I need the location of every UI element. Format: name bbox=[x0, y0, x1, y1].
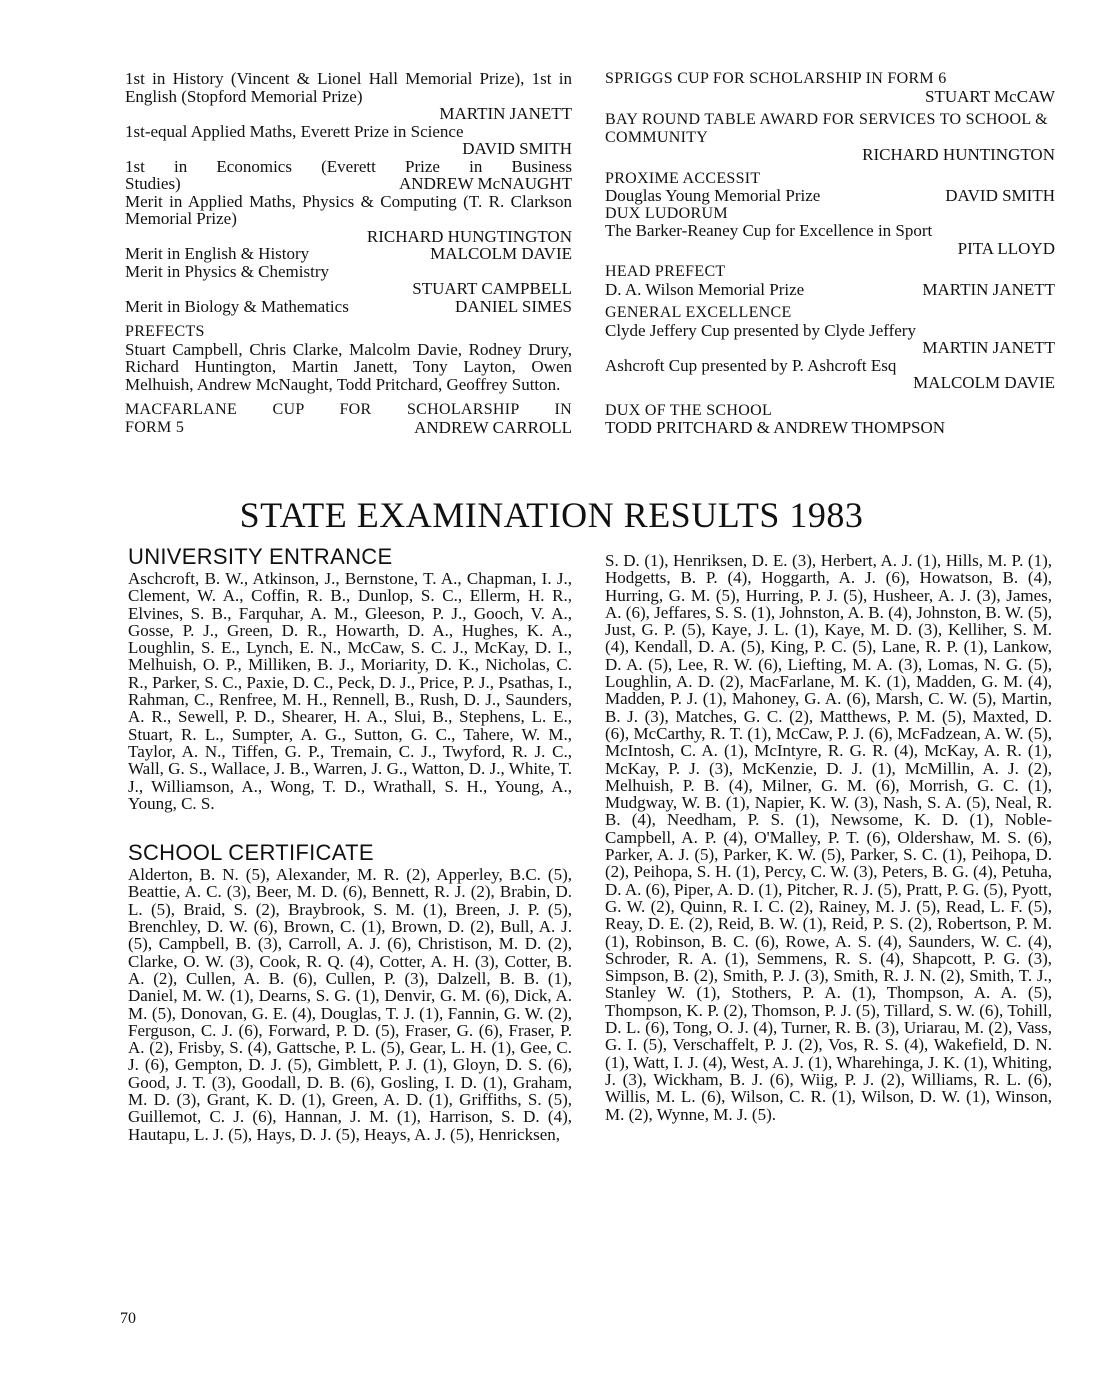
award-text: Merit in Physics & Chemistry bbox=[125, 261, 329, 281]
award-winner: MALCOLM DAVIE bbox=[913, 373, 1055, 392]
award-winner: ANDREW McNAUGHT bbox=[399, 174, 572, 193]
right-awards bbox=[605, 70, 1055, 437]
award-text: Studies) bbox=[125, 174, 181, 193]
left-awards bbox=[125, 70, 572, 436]
award-winner: DANIEL SIMES bbox=[455, 296, 572, 316]
award-row bbox=[125, 175, 572, 193]
award-winner: RICHARD HUNTINGTON bbox=[862, 145, 1055, 164]
award-text: D. A. Wilson Memorial Prize bbox=[605, 279, 805, 299]
award-winner: PITA LLOYD bbox=[957, 238, 1055, 258]
prefects-heading: PREFECTS bbox=[125, 323, 205, 340]
bay-heading: BAY ROUND TABLE AWARD FOR SERVICES TO SCHOOL & COMMUNITY bbox=[605, 111, 1048, 146]
award-winner: RICHARD HUNGTINGTON bbox=[366, 226, 572, 246]
award-text: The Barker-Reaney Cup for Excellence in Sport bbox=[605, 221, 933, 240]
award-row bbox=[605, 187, 1055, 205]
award-winner: DAVID SMITH bbox=[462, 139, 572, 158]
award-winner: STUART McCAW bbox=[925, 86, 1055, 106]
page-title: STATE EXAMINATION RESULTS 1983 bbox=[239, 495, 864, 535]
award-row bbox=[125, 298, 572, 316]
school-certificate-heading: SCHOOL CERTIFICATE bbox=[128, 840, 374, 866]
award-text: Clyde Jeffery Cup presented by Clyde Jeffery bbox=[605, 320, 916, 340]
macfarlane-heading: MACFARLANE CUP FOR SCHOLARSHIP IN bbox=[125, 401, 572, 418]
award-text: 1st in History (Vincent & Lionel Hall Memorial Prize), 1st in English (Stopford Memorial Prize) bbox=[125, 69, 572, 106]
school-certificate-list-continued: S. D. (1), Henriksen, D. E. (3), Herbert, A. J. (1), Hills, M. P. (1), Hodgetts, B. P. (4), Hoggarth, A. J. (6), Howatson, B. (4), Hurring, G. M. (5), Hurring, P. J. (5), Husheer, A. J. (3), James, A. (6), Jeffares, S. S. (1), Johnston, A. B. (4), Johnston, B. W. (5), Just, G. P. (5), Kaye, J. L. (1), Kaye, M. D. (3), Kelliher, S. M. (4), Kendall, D. A. (5), King, P. C. (5), Lane, R. P. (1), Lankow, D. A. (5), Lee, R. W. (6), Liefting, M. A. (3), Lomas, N. G. (5), Loughlin, A. D. (2), MacFarlane, M. K. (1), Madden, G. M. (4), Madden, P. J. (1), Mahoney, G. A. (6), Marsh, C. W. (5), Martin, B. J. (3), Matches, G. C. (2), Matthews, P. M. (5), Maxted, D. (6), McCarthy, R. T. (1), McCaw, P. J. (6), McFadzean, A. W. (5), McIntosh, C. A. (1), McIntyre, R. G. R. (4), McKay, A. R. (1), McKay, P. J. (3), McKenzie, D. J. (1), McMillin, A. J. (2), Melhuish, P. B. (4), Milner, G. M. (6), Morrish, G. C. (1), Mudgway, W. B. (1), Napier, K. W. (3), Nash, S. A. (5), Neal, R. B. (4), Needham, P. S. (1), Newsome, K. D. (1), Noble-Campbell, A. P. (4), O'Malley, P. T. (6), Oldershaw, M. S. (6), Parker, A. J. (5), Parker, K. W. (5), Parker, S. C. (1), Peihopa, D. (2), Peihopa, S. H. (1), Percy, C. W. (3), Peters, B. G. (4), Petuha, D. A. (6), Piper, A. D. (1), Pitcher, R. J. (5), Pratt, P. G. (5), Pyott, G. W. (2), Quinn, R. I. C. (2), Rainey, M. J. (5), Read, L. F. (5), Reay, D. E. (2), Reid, B. W. (1), Reid, P. S. (2), Robertson, P. M. (1), Robinson, B. C. (6), Rowe, A. S. (4), Saunders, W. C. (4), Schroder, R. A. (1), Semmens, R. S. (4), Shapcott, P. G. (3), Simpson, B. (2), Smith, P. J. (3), Smith, R. J. N. (2), Smith, T. J., Stanley W. (1), Stothers, P. A. (1), Thompson, A. A. (5), Thompson, K. P. (2), Thomson, P. J. (5), Tillard, S. W. (6), Tohill, D. L. (6), Tong, O. J. (4), Turner, R. B. (3), Uriarau, M. (2), Vass, G. I. (5), Verschaffelt, P. J. (2), Vos, R. S. (4), Wakefield, D. N. (1), Watt, I. J. (4), West, A. J. (1), Wharehinga, J. K. (1), Whiting, J. (3), Wickham, B. J. (6), Wiig, P. J. (2), Williams, R. L. (6), Willis, M. L. (6), Wilson, C. R. (1), Wilson, D. W. (1), Winson, M. (2), Wynne, M. J. (5). bbox=[605, 551, 1052, 1124]
award-text: Merit in English & History bbox=[125, 244, 310, 263]
award-text: Ashcroft Cup presented by P. Ashcroft Esq bbox=[605, 355, 897, 375]
award-text: FORM 5 bbox=[125, 418, 185, 436]
prefects-list: Stuart Campbell, Chris Clarke, Malcolm Davie, Rodney Drury, Richard Huntington, Martin Janett, Tony Layton, Owen Melhuish, Andrew McNaught, Todd Pritchard, Geoffrey Sutton. bbox=[125, 339, 572, 394]
award-text: 1st-equal Applied Maths, Everett Prize in Science bbox=[125, 121, 464, 141]
award-text: Douglas Young Memorial Prize bbox=[605, 186, 821, 205]
dux-school-heading: DUX OF THE SCHOOL bbox=[605, 401, 773, 419]
award-winner: TODD PRITCHARD & ANDREW THOMPSON bbox=[605, 418, 946, 437]
award-row bbox=[125, 245, 572, 263]
award-text: Merit in Applied Maths, Physics & Computing (T. R. Clarkson Memorial Prize) bbox=[125, 191, 572, 228]
page-number: 70 bbox=[120, 1310, 136, 1327]
results-left-column bbox=[128, 546, 572, 1143]
award-winner: MALCOLM DAVIE bbox=[430, 244, 572, 263]
award-winner: MARTIN JANETT bbox=[922, 279, 1055, 299]
proxime-heading: PROXIME ACCESSIT bbox=[605, 169, 761, 187]
award-text: Merit in Biology & Mathematics bbox=[125, 296, 349, 316]
award-text: 1st in Economics (Everett Prize in Business bbox=[125, 156, 572, 176]
general-excellence-heading: GENERAL EXCELLENCE bbox=[605, 304, 792, 321]
award-winner: DAVID SMITH bbox=[945, 186, 1055, 205]
spriggs-heading: SPRIGGS CUP FOR SCHOLARSHIP IN FORM 6 bbox=[605, 70, 947, 87]
award-winner: ANDREW CARROLL bbox=[414, 417, 572, 437]
award-winner: STUART CAMPBELL bbox=[412, 279, 572, 298]
school-certificate-list: Alderton, B. N. (5), Alexander, M. R. (2), Apperley, B.C. (5), Beattie, A. C. (3), Beer, M. D. (6), Bennett, R. J. (2), Brabin, D. L. (5), Braid, S. (2), Braybrook, S. M. (1), Breen, J. P. (5), Brenchley, D. W. (6), Brown, C. (1), Brown, D. (2), Bull, A. J. (5), Campbell, B. (3), Carroll, A. J. (6), Christison, M. D. (2), Clarke, O. W. (3), Cook, R. Q. (4), Cotter, A. H. (3), Cotter, B. A. (2), Cullen, A. B. (6), Cullen, P. (3), Dalzell, B. B. (1), Daniel, M. W. (1), Dearns, S. G. (1), Denvir, G. M. (6), Dick, A. M. (5), Donovan, G. E. (4), Douglas, T. J. (1), Fannin, G. W. (2), Ferguson, C. J. (6), Forward, P. D. (5), Fraser, G. (6), Fraser, P. A. (2), Frisby, S. (4), Gattsche, P. L. (5), Gear, L. H. (1), Gee, C. J. (6), Gempton, D. J. (5), Gimblett, P. J. (1), Gloyn, D. S. (6), Good, J. T. (3), Goodall, D. B. (6), Gosling, I. D. (1), Graham, M. D. (3), Grant, K. D. (1), Green, A. D. (1), Griffiths, S. (5), Guillemot, C. J. (6), Hannan, J. M. (1), Harrison, S. D. (4), Hautapu, L. J. (5), Hays, D. J. (5), Heays, A. J. (5), Henricksen, bbox=[128, 865, 572, 1144]
university-entrance-heading: UNIVERSITY ENTRANCE bbox=[128, 544, 393, 569]
head-prefect-heading: HEAD PREFECT bbox=[605, 263, 726, 280]
award-row bbox=[605, 281, 1055, 299]
results-right-column bbox=[605, 552, 1052, 1123]
award-winner: MARTIN JANETT bbox=[439, 104, 572, 123]
award-row bbox=[125, 419, 572, 437]
university-entrance-list: Aschcroft, B. W., Atkinson, J., Bernstone, T. A., Chapman, I. J., Clement, W. A., Coffin, R. B., Dunlop, S. C., Ellerm, H. R., Elvines, S. B., Farquhar, A. M., Gleeson, P. J., Gooch, V. A., Gosse, P. J., Green, D. R., Howarth, D. A., Hughes, K. A., Loughlin, S. E., Lynch, E. N., McCaw, S. C. J., McKay, D. I., Melhuish, O. P., Milliken, B. J., Moriarity, D. K., Nicholas, C. R., Parker, S. C., Paxie, D. C., Peck, D. J., Price, P. J., Psathas, I., Rahman, C., Renfree, M. H., Rennell, B., Rush, D. J., Saunders, A. R., Sewell, P. D., Shearer, H. A., Slui, B., Stephens, L. E., Stuart, R. L., Sumpter, A. G., Sutton, G. C., Tahere, W. M., Taylor, A. N., Tiffen, G. P., Tremain, C. J., Twyford, R. J. C., Wall, G. S., Wallace, J. B., Warren, J. G., Watton, D. J., White, T. J., Williamson, A., Wong, T. D., Wrathall, S. H., Young, A., Young, C. S. bbox=[128, 569, 572, 813]
dux-ludorum-heading: DUX LUDORUM bbox=[605, 204, 728, 222]
award-winner: MARTIN JANETT bbox=[922, 338, 1055, 357]
